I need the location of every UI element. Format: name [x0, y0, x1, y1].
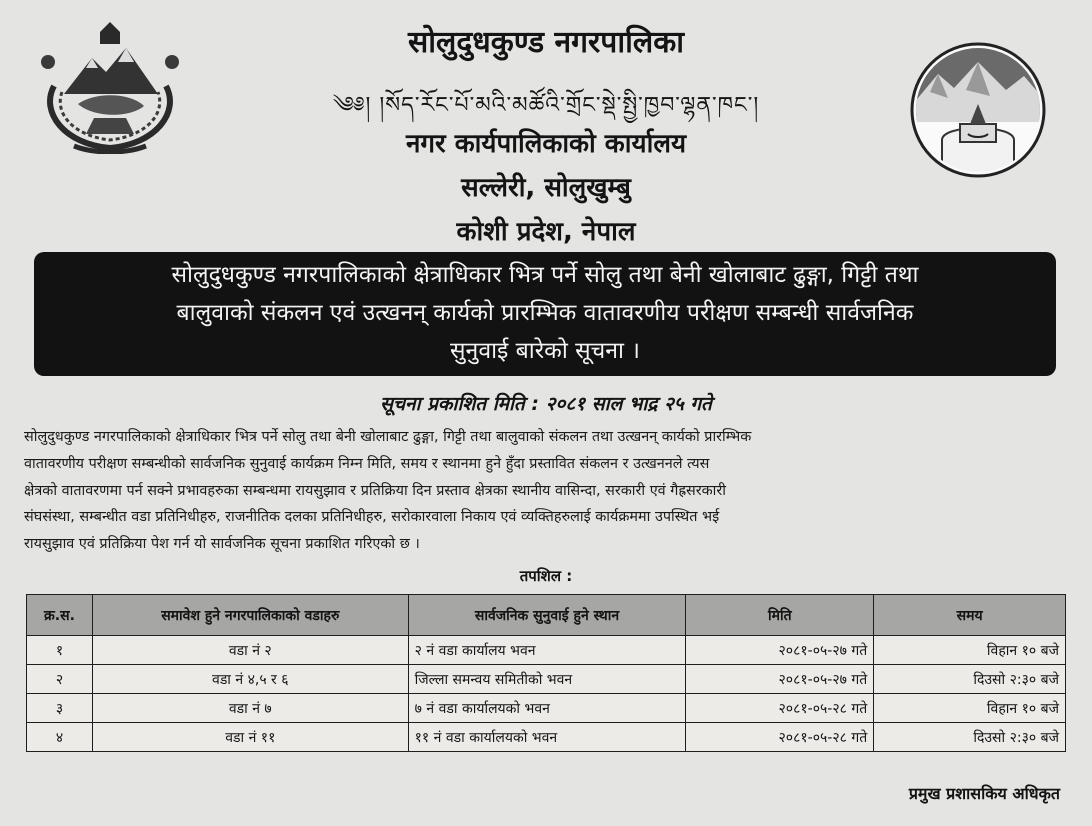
notice-body	[24, 424, 1068, 558]
details-heading: तपशिल :	[519, 567, 573, 585]
cell-serial: ४	[27, 723, 93, 752]
municipality-logo-icon	[908, 40, 1048, 180]
notice-subject-banner	[34, 252, 1056, 376]
cell-venue: २ नं वडा कार्यालय भवन	[408, 636, 686, 665]
signatory-title: प्रमुख प्रशासकिय अधिकृत	[908, 784, 1060, 803]
cell-date: २०८१-०५-२८ गते	[686, 723, 874, 752]
cell-date: २०८१-०५-२७ गते	[686, 665, 874, 694]
header-time: समय	[874, 595, 1066, 636]
body-line: क्षेत्रको वातावरणमा पर्न सक्ने प्रभावहरुका सम्बन्धमा रायसुझाव र प्रतिक्रिया दिन प्रस्ताव क्षेत्रका स्थानीय वासिन्दा, सरकारी एवं गैह्रसरकारी	[24, 482, 726, 499]
table-row	[27, 723, 1066, 752]
cell-ward: वडा नं ४,५ र ६	[92, 665, 408, 694]
header-date: मिति	[686, 595, 874, 636]
cell-ward: वडा नं ११	[92, 723, 408, 752]
header-serial: क्र.स.	[27, 595, 93, 636]
municipality-name: सोलुदुधकुण्ड नगरपालिका	[407, 25, 685, 60]
body-line: संघसंस्था, सम्बन्धीत वडा प्रतिनिधीहरु, राजनीतिक दलका प्रतिनिधीहरु, सरोकारवाला निकाय एवं व्यक्तिहरुलाई कार्यक्रममा उपस्थित भई	[24, 509, 720, 526]
table-row	[27, 694, 1066, 723]
body-line: रायसुझाव एवं प्रतिक्रिया पेश गर्न यो सार्वजनिक सूचना प्रकाशित गरिएको छ ।	[24, 536, 420, 553]
schedule-table	[26, 594, 1066, 752]
table-row	[27, 636, 1066, 665]
cell-serial: २	[27, 665, 93, 694]
cell-date: २०८१-०५-२८ गते	[686, 694, 874, 723]
office-name: नगर कार्यपालिकाको कार्यालय	[405, 129, 687, 159]
schedule-header-row	[27, 595, 1066, 636]
cell-serial: १	[27, 636, 93, 665]
cell-serial: ३	[27, 694, 93, 723]
body-line: वातावरणीय परीक्षण सम्बन्धीको सार्वजनिक सुनुवाई कार्यक्रम निम्न मिति, समय र स्थानमा हुने हुँदा प्रस्तावित संकलन र उत्खननले त्यस	[24, 455, 710, 472]
nepal-emblem-icon	[34, 22, 186, 154]
subject-line: बालुवाको संकलन एवं उत्खनन् कार्यको प्रारम्भिक वातावरणीय परीक्षण सम्बन्धी सार्वजनिक	[176, 300, 914, 326]
cell-venue: ७ नं वडा कार्यालयको भवन	[408, 694, 686, 723]
publish-date: सूचना प्रकाशित मिति : २०८१ साल भाद्र २५ गते	[380, 393, 712, 415]
cell-venue: ११ नं वडा कार्यालयको भवन	[408, 723, 686, 752]
cell-venue: जिल्ला समन्वय समितीको भवन	[408, 665, 686, 694]
body-line: सोलुदुधकुण्ड नगरपालिकाको क्षेत्राधिकार भित्र पर्ने सोलु तथा बेनी खोलाबाट ढुङ्गा, गिट्टी तथा बालुवाको संकलन तथा उत्खनन् कार्यको प्रारम्भिक	[24, 429, 752, 445]
tibetan-name-line: ༄༅། །སོད་རོང་པོ་མའི་མཚོའི་གྲོང་སྡེ་སྤྱི་ཁྱབ་ལྷན་ཁང་།	[332, 93, 760, 118]
cell-ward: वडा नं ७	[92, 694, 408, 723]
subject-line: सोलुदुधकुण्ड नगरपालिकाको क्षेत्राधिकार भित्र पर्ने सोलु तथा बेनी खोलाबाट ढुङ्गा, गिट्टी तथा	[171, 262, 919, 288]
header-ward: समावेश हुने नगरपालिकाको वडाहरु	[92, 595, 408, 636]
cell-time: विहान १० बजे	[874, 636, 1066, 665]
table-row	[27, 665, 1066, 694]
cell-time: विहान १० बजे	[874, 694, 1066, 723]
cell-time: दिउसो २:३० बजे	[874, 723, 1066, 752]
cell-ward: वडा नं २	[92, 636, 408, 665]
subject-line: सुनुवाई बारेको सूचना ।	[450, 338, 640, 364]
province-line: कोशी प्रदेश, नेपाल	[456, 217, 636, 247]
cell-date: २०८१-०५-२७ गते	[686, 636, 874, 665]
office-location: सल्लेरी, सोलुखुम्बु	[461, 173, 631, 203]
cell-time: दिउसो २:३० बजे	[874, 665, 1066, 694]
header-venue: सार्वजनिक सुनुवाई हुने स्थान	[408, 595, 686, 636]
